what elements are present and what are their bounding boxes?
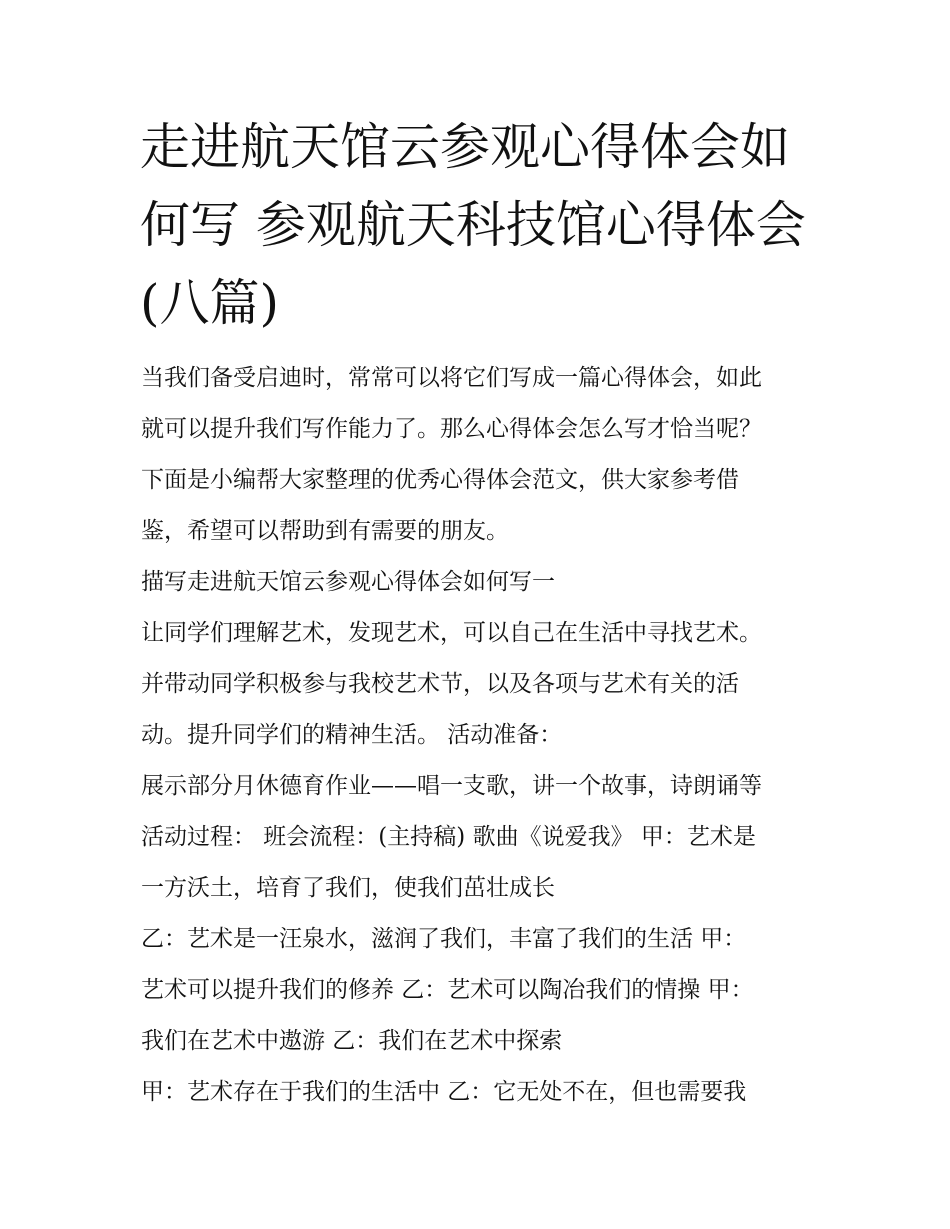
body-line: 就可以提升我们写作能力了。那么心得体会怎么写才恰当呢？ — [141, 416, 762, 442]
body-line: 当我们备受启迪时，常常可以将它们写成一篇心得体会，如此 — [141, 365, 762, 391]
body-line: 并带动同学积极参与我校艺术节，以及各项与艺术有关的活 — [141, 671, 739, 697]
document-title — [140, 108, 820, 342]
body-line: 乙：艺术是一汪泉水，滋润了我们，丰富了我们的生活 甲： — [141, 926, 747, 952]
title-line: (八篇) — [140, 274, 280, 332]
body-line: 活动过程： 班会流程：(主持稿) 歌曲《说爱我》 甲：艺术是 — [141, 824, 756, 850]
section-heading: 描写走进航天馆云参观心得体会如何写一 — [141, 569, 555, 595]
document-body — [141, 353, 831, 1118]
body-line: 展示部分月休德育作业——唱一支歌，讲一个故事，诗朗诵等 — [141, 773, 762, 799]
body-line: 我们在艺术中遨游 乙：我们在艺术中探索 — [141, 1028, 563, 1054]
body-line: 艺术可以提升我们的修养 乙：艺术可以陶冶我们的情操 甲： — [141, 977, 754, 1003]
body-line: 鉴，希望可以帮助到有需要的朋友。 — [141, 518, 509, 544]
body-line: 让同学们理解艺术，发现艺术，可以自己在生活中寻找艺术。 — [141, 620, 762, 646]
body-line: 动。提升同学们的精神生活。 活动准备： — [141, 722, 563, 748]
body-line: 甲：艺术存在于我们的生活中 乙：它无处不在，但也需要我 — [141, 1079, 747, 1105]
body-line: 下面是小编帮大家整理的优秀心得体会范文，供大家参考借 — [141, 467, 739, 493]
title-line: 走进航天馆云参观心得体会如 — [140, 118, 790, 176]
title-line: 何写 参观航天科技馆心得体会 — [140, 196, 806, 254]
body-line: 一方沃土，培育了我们，使我们茁壮成长 — [141, 875, 555, 901]
